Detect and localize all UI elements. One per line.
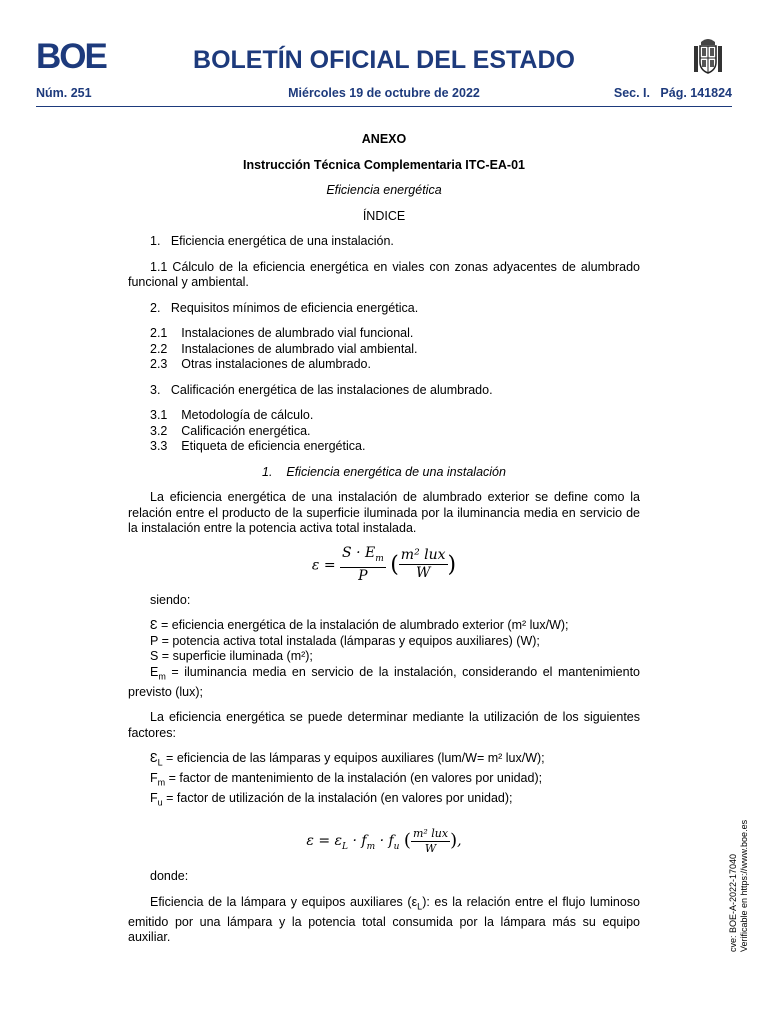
issue-date: Miércoles 19 de octubre de 2022 <box>288 86 480 100</box>
paragraph: La eficiencia energética se puede determinar mediante la utilización de los siguientes factores: <box>128 710 640 740</box>
document-subtitle: Eficiencia energética <box>326 183 442 197</box>
section-page: Sec. I. Pág. 141824 <box>613 86 732 100</box>
coat-of-arms-icon <box>688 36 728 78</box>
verification-link[interactable]: Verificable en https://www.boe.es <box>739 819 749 952</box>
definition: $Ɛ_L$ = eficiencia de las lámparas y equipos auxiliares (lum/W= m² lux/W); <box>150 751 545 768</box>
factor-list <box>128 751 640 811</box>
paragraph: siendo: <box>150 592 191 607</box>
paragraph: Eficiencia de la lámpara y equipos auxiliares $(\varepsilon_L)$: es la relación entre el flujo luminoso emitido por una lámpara y la potencia total consumida por la lámpara más su equipo auxiliar. <box>128 894 640 944</box>
instruction-title: Instrucción Técnica Complementaria ITC-EA-01 <box>242 157 525 172</box>
verification-note: cve: BOE-A-2022-17040 Verificable en https://www.boe.es <box>728 819 749 952</box>
document-body <box>128 132 640 946</box>
definition-list <box>128 618 640 700</box>
boe-logo: BOE <box>36 37 106 76</box>
definition: Ɛ = eficiencia energética de la instalación de alumbrado exterior (m² lux/W); <box>150 618 569 632</box>
index-item: 2.1 Instalaciones de alumbrado vial funcional. <box>150 326 414 340</box>
definition: $F_u$ = factor de utilización de la instalación (en valores por unidad); <box>150 791 513 808</box>
index-item: 2.2 Instalaciones de alumbrado vial ambiental. <box>150 341 418 356</box>
index-item: 3.1 Metodología de cálculo. <box>150 408 314 422</box>
definition: $F_m$ = factor de mantenimiento de la instalación (en valores por unidad); <box>150 771 543 788</box>
factor-formula: $\varepsilon = \varepsilon_L \cdot f_m \cdot f_u$ ( $\frac{\text{m² lux}}{W}$ ), <box>306 826 462 855</box>
page-title: BOLETÍN OFICIAL DEL ESTADO <box>193 46 575 74</box>
header <box>36 37 732 80</box>
index-item: 2. Requisitos mínimos de eficiencia energética. <box>150 300 419 315</box>
annex-title: ANEXO <box>361 132 407 146</box>
index-item: 2.3 Otras instalaciones de alumbrado. <box>150 357 371 371</box>
index-item: 3. Calificación energética de las instalaciones de alumbrado. <box>150 382 493 397</box>
definition: S = superficie iluminada (m²); <box>150 649 313 663</box>
paragraph: donde: <box>150 869 189 883</box>
header-divider <box>36 106 732 107</box>
index-item: 3.3 Etiqueta de eficiencia energética. <box>150 439 366 453</box>
index-item: 1.1 Cálculo de la eficiencia energética en viales con zonas adyacentes de alumbrado funcional y ambiental. <box>128 259 640 289</box>
index-title: ÍNDICE <box>362 208 406 223</box>
index-item: 1. Eficiencia energética de una instalación. <box>150 234 394 248</box>
paragraph: La eficiencia energética de una instalación de alumbrado exterior se define como la relación entre el producto de la superficie iluminada por la iluminancia media en servicio de la instalación entre la potencia activa total instalada. <box>128 490 640 535</box>
issue-number: Núm. 251 <box>36 86 92 100</box>
definition: $E_m$ = iluminancia media en servicio de la instalación, considerando el mantenimiento previsto (lux); <box>128 664 640 699</box>
efficiency-formula: ε = $\frac{S \cdot E_m}{P}$ ( $\frac{\text{m² lux}}{W}$ ) <box>311 544 457 585</box>
section-heading: 1. Eficiencia energética de una instalación <box>262 464 506 479</box>
definition: P = potencia activa total instalada (lámparas y equipos auxiliares) (W); <box>150 633 540 648</box>
index-item: 3.2 Calificación energética. <box>150 423 311 438</box>
issue-meta <box>36 86 732 104</box>
